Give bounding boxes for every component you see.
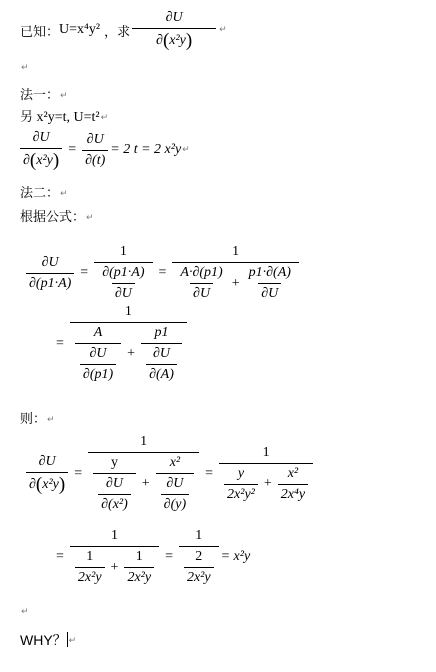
method2-title: 法二：↵ [20, 186, 68, 201]
method1-title: 法一：↵ [20, 88, 68, 103]
method2-formula-line1: $\frac{\partial U}{\partial(p1\cdot A)}$ = $\frac{1}{\frac{\partial(p1\cdot A)}{\partial U}}$ = 1 $\frac{A\cdot\partial(p1)}{\partial U}$ + $\frac{p1\cdot\partial(A)}{\partial U}$ [24, 244, 301, 302]
empty-line-2: ↵ [21, 606, 29, 617]
then-equation-line1: $\frac{\partial U}{\text{∂(x²y)}}$ = 1 $\frac{y}{\frac{\partial U}{\text{∂(x²)}}}$ + $\frac{\text{x²}}{\frac{\partial U}{\partial(y)}}$ = 1 $\frac{y}{\text{2x²y²}}$ + $\frac{\text{x²}}{\text{2x⁴y}}$ [24, 434, 315, 513]
given-line [20, 10, 227, 50]
method1-equation: $\frac{\partial U}{\text{∂(x²y)}}$ = $\frac{\partial U}{\partial(t)}$ = 2 t = 2 x²y ↵ [18, 130, 190, 170]
empty-line: ↵ [21, 62, 29, 73]
why-question[interactable]: WHY？ ↵ [20, 632, 77, 648]
method2-formula-line2: = 1 $\frac{A}{\frac{\partial U}{\partial(p1)}}$ + $\frac{p1}{\frac{\partial U}{\partial(A)}}$ [52, 304, 189, 383]
given-label: 已知： [20, 24, 60, 40]
then-final-result: = x²y [220, 549, 251, 564]
then-equation-line2: = 1 $\frac{1}{\text{2x²y}}$ + $\frac{1}{\text{2x²y}}$ = $\frac{1}{\frac{2}{\text{2x²y}}}$ = x²y [56, 528, 251, 585]
given-expression: U=x⁴y² [59, 22, 101, 37]
paragraph-mark: ↵ [219, 25, 227, 35]
given-target-numerator: ∂U [165, 10, 183, 25]
method1-lhs: $\frac{\partial U}{\text{∂(x²y)}}$ [20, 130, 62, 170]
given-separator: ，求 [104, 24, 131, 40]
method1-rhs: $\frac{\partial U}{\partial(t)}$ [82, 132, 108, 169]
method1-let-line: 另 x²y=t, U=t²↵ [20, 110, 109, 125]
method1-substitution: x²y=t, U=t² [36, 110, 100, 125]
method2-formula-label: 根据公式：↵ [20, 210, 94, 225]
method1-result: = 2 t = 2 x²y [110, 142, 182, 157]
then-label: 则：↵ [20, 412, 55, 427]
given-target-fraction: $\frac{\partial U}{\text{∂(x²y)}}$ [132, 10, 216, 50]
given-target-denominator: x²y [169, 33, 186, 48]
text-cursor [67, 632, 68, 647]
